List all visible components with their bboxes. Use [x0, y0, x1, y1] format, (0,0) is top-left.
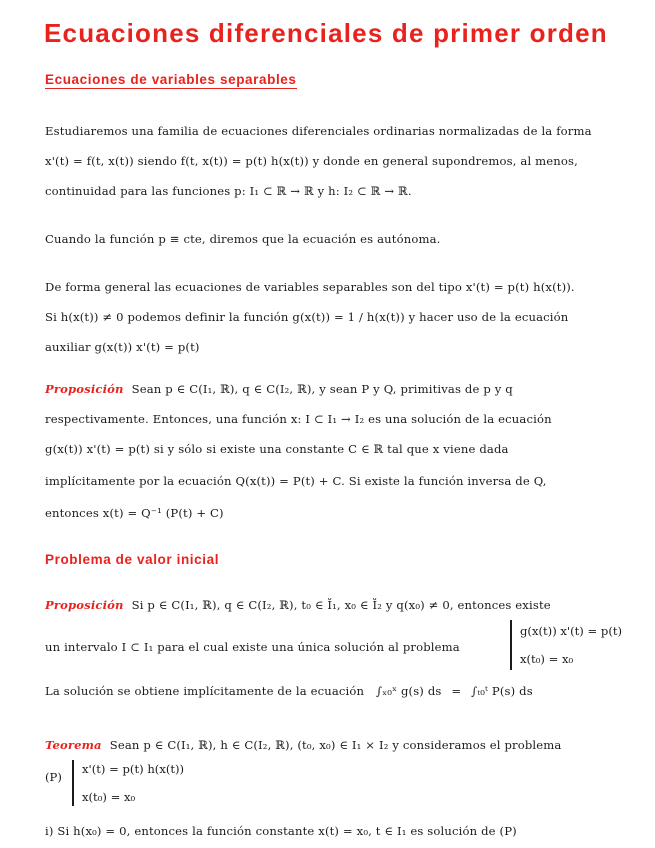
problem-brace — [72, 760, 74, 806]
prop1-line-3: g(x(t)) x'(t) = p(t) si y sólo si existe una constante C ∈ ℝ tal que x viene dada — [45, 442, 509, 456]
teorema-label: Teorema — [45, 738, 102, 752]
integral-left: ∫ₓ₀ˣ g(s) ds — [376, 684, 442, 698]
integral-equals: = — [451, 684, 462, 698]
prop2-line-3 — [45, 684, 641, 698]
prop2-line-2: un intervalo I ⊂ I₁ para el cual existe una única solución al problema — [45, 640, 460, 654]
page-title: Ecuaciones diferenciales de primer orden — [44, 18, 608, 48]
general-line-3: auxiliar g(x(t)) x'(t) = p(t) — [45, 340, 200, 354]
teorema-line-1 — [45, 738, 641, 752]
teorema-system-eq1: x'(t) = p(t) h(x(t)) — [82, 762, 185, 776]
prop2-text-3: La solución se obtiene implícitamente de la ecuación — [45, 684, 365, 698]
teorema-item-i: i) Si h(x₀) = 0, entonces la función constante x(t) = x₀, t ∈ I₁ es solución de (P) — [45, 824, 517, 838]
prop2-line-1 — [45, 598, 641, 612]
prop1-label: Proposición — [45, 382, 124, 396]
prop1-line-5: entonces x(t) = Q⁻¹ (P(t) + C) — [45, 506, 224, 520]
prop1-line-2: respectivamente. Entonces, una función x: I ⊂ I₁ → I₂ es una solución de la ecuación — [45, 412, 552, 426]
general-line-1: De forma general las ecuaciones de variables separables son del tipo x'(t) = p(t) h(x(t)). — [45, 280, 575, 294]
prop2-system-eq1: g(x(t)) x'(t) = p(t) — [520, 624, 623, 638]
prop2-text-1: Si p ∈ C(I₁, ℝ), q ∈ C(I₂, ℝ), t₀ ∈ I̊₁, x₀ ∈ I̊₂ y q(x₀) ≠ 0, entonces existe — [131, 598, 551, 612]
prop2-label: Proposición — [45, 598, 124, 612]
prop1-line-1 — [45, 382, 641, 396]
problem-label: (P) — [45, 770, 62, 784]
prop2-system-eq2: x(t₀) = x₀ — [520, 652, 574, 666]
intro-line-3: continuidad para las funciones p: I₁ ⊂ ℝ → ℝ y h: I₂ ⊂ ℝ → ℝ. — [45, 184, 412, 198]
general-line-2: Si h(x(t)) ≠ 0 podemos definir la función g(x(t)) = 1 / h(x(t)) y hacer uso de la ecuación — [45, 310, 569, 324]
autonomous-note: Cuando la función p ≡ cte, diremos que la ecuación es autónoma. — [45, 232, 441, 246]
teorema-system-eq2: x(t₀) = x₀ — [82, 790, 136, 804]
section-heading-separable: Ecuaciones de variables separables — [45, 72, 297, 87]
intro-line-1: Estudiaremos una familia de ecuaciones diferenciales ordinarias normalizadas de la forma — [45, 124, 592, 138]
section-heading-pvi: Problema de valor inicial — [45, 552, 220, 567]
system-brace — [510, 620, 512, 670]
teorema-text-1: Sean p ∈ C(I₁, ℝ), h ∈ C(I₂, ℝ), (t₀, x₀) ∈ I₁ × I₂ y consideramos el problema — [109, 738, 562, 752]
prop1-text-1: Sean p ∈ C(I₁, ℝ), q ∈ C(I₂, ℝ), y sean P y Q, primitivas de p y q — [131, 382, 513, 396]
prop1-line-4: implícitamente por la ecuación Q(x(t)) = P(t) + C. Si existe la función inversa de Q, — [45, 474, 547, 488]
intro-line-2: x'(t) = f(t, x(t)) siendo f(t, x(t)) = p(t) h(x(t)) y donde en general supondremos, al menos, — [45, 154, 578, 168]
integral-right: ∫ₜ₀ᵗ P(s) ds — [471, 684, 533, 698]
